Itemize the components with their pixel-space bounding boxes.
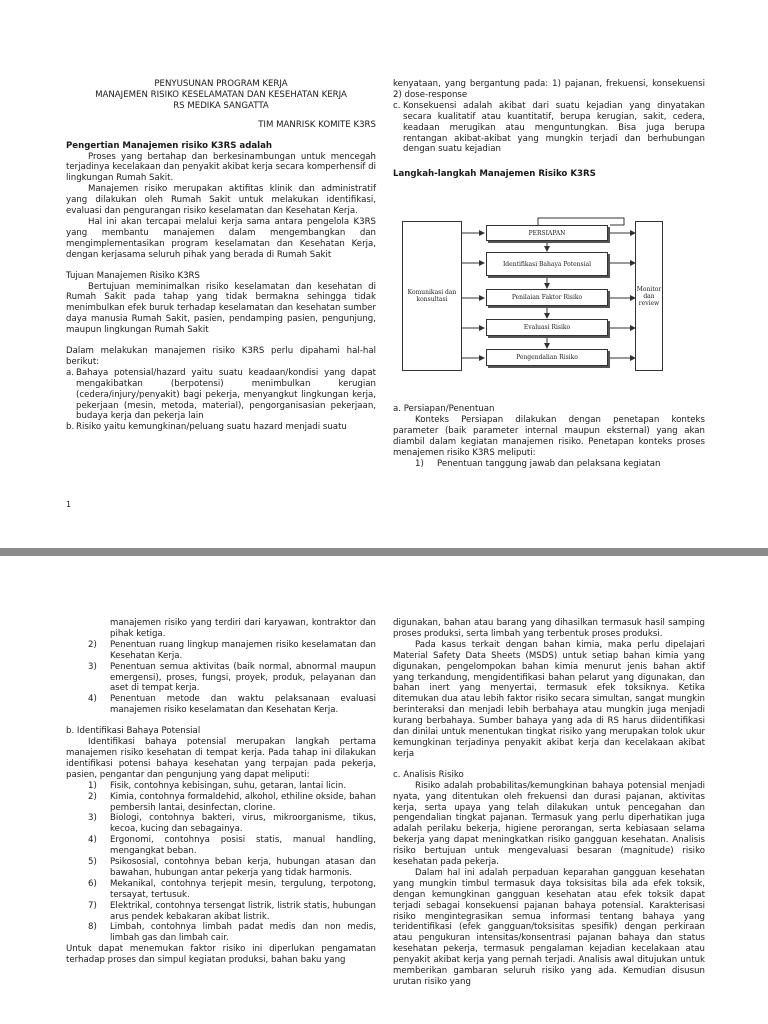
paragraph: Dalam hal ini adalah perpaduan keparahan gangguan kesehatan yang mungkin timbul termasuk daya toksisitas bila ada efek toksik, dengan kemungkinan gangguan kesehatan atau efek toksik dapat terjadi sebagai konsekuensi pajanan bahaya potensial. Karakterisasi risiko mengintegrasikan semua informasi tentang bahaya yang teridentifikasi (efek gangguan/toksisitas spesifik) dengan perkiraan atau pengukuran intensitas/konsentrasi pajanan bahaya dan status kesehatan pekerja, termasuk pengalaman kejadian kecelakaan atau penyakit akibat kerja yang pernah terjadi. Analisis awal ditujukan untuk memberikan gambaran seluruh risiko yang ada. Kemudian disusun urutan risiko yang	[393, 867, 705, 987]
paragraph: Pada kasus terkait dengan bahan kimia, maka perlu dipelajari Material Safety Data Sheets (MSDS) untuk setiap bahan kimia yang digunakan, pengelompokan bahan kimia menurut jenis bahan aktif yang terkandung, mengidentifikasi bahan pelarut yang digunakan, dan bahan inert yang menyertai, termasuk efek toksiknya. Ketika ditemukan dua atau lebih faktor risiko secara simultan, sangat mungkin berinteraksi dan menjadi lebih berbahaya atau mungkin juga menjadi kurang berbahaya. Sumber bahaya yang ada di RS harus diidentifikasi dan dinilai untuk menentukan tingkat risiko yang merupakan tolok ukur kemungkinan terjadinya penyakit akibat kerja dan kecelakaan akibat kerja	[393, 639, 705, 759]
list-text: Kimia, contohnya formaldehid, alkohol, ethiline okside, bahan pembersih lantai, desinfectan, clorine.	[110, 791, 376, 813]
risk-management-diagram	[398, 217, 666, 379]
list-text: Penentuan metode dan waktu pelaksanaan evaluasi manajemen risiko keselamatan dan Kesehatan Kerja.	[110, 694, 376, 716]
section-heading-analisis: c. Analisis Risiko	[393, 769, 464, 780]
list-item	[66, 922, 376, 944]
list-text: Limbah, contohnya limbah padat medis dan non medis, limbah gas dan limbah cair.	[110, 922, 376, 944]
page1-right-column	[393, 79, 705, 180]
list-text: Ergonomi, contohnya posisi statis, manual handling, mengangkat beban.	[110, 835, 376, 857]
list-item	[66, 368, 376, 423]
paragraph: digunakan, bahan atau barang yang dihasilkan termasuk hasil samping proses produksi, serta limbah yang terbentuk proses produksi.	[393, 618, 705, 639]
list-number: 4)	[88, 835, 97, 846]
section-heading-langkah: Langkah-langkah Manajemen Risiko K3RS	[393, 169, 596, 180]
list-label: b.	[66, 422, 75, 433]
document-title	[66, 79, 376, 112]
step-box-penilaian	[486, 289, 608, 306]
list-item	[393, 459, 705, 470]
list-number: 8)	[88, 922, 97, 933]
step-label: Penilaian Faktor Risiko	[511, 294, 583, 301]
step-box-persiapan	[486, 225, 608, 241]
paragraph: Hal ini akan tercapai melalui kerja sama antara pengelola K3RS yang membantu manajemen dalam mengembangkan dan mengimplementasikan program keselamatan dan Kesehatan Kerja, dengan kerjasama seluruh pihak yang berada di Rumah Sakit	[66, 216, 376, 260]
paragraph: Risiko adalah probabilitas/kemungkinan bahaya potensial menjadi nyata, yang ditentukan oleh frekuensi dan durasi pajanan, aktivitas kerja, serta upaya yang telah dilakukan untuk pencegahan dan pengendalian tingkat pajanan. Termasuk yang perlu diperhatikan juga adalah perilaku bekerja, higiene perorangan, serta kebiasaan selama bekerja yang dapat meningkatkan risiko gangguan kesehatan. Analisis risiko bertujuan untuk mengevaluasi besaran (magnitude) risiko kesehatan pada pekerja.	[393, 780, 705, 868]
list-text: Bahaya potensial/hazard yaitu suatu keadaan/kondisi yang dapat mengakibatkan (berpotensi) menimbulkan kerugian (cedera/injury/penyakit) bagi pekerja, menyangkut lingkungan kerja, pekerjaan (mesin, metoda, material), pengorganisasian pekerjaan, budaya kerja dan pekerja lain	[76, 367, 376, 422]
step-label: Identifikasi Bahaya Potensial	[502, 260, 592, 268]
step-label: Pengendalian Risiko	[516, 354, 578, 361]
list-number: 2)	[88, 791, 97, 802]
list-item	[66, 901, 376, 923]
page1-left-column	[66, 79, 376, 433]
monitor-review-box	[635, 221, 663, 371]
list-item	[66, 422, 376, 433]
list-label: a.	[66, 367, 74, 378]
list-item	[66, 879, 376, 901]
page2-left-column	[66, 618, 376, 966]
step-box-pengendalian	[486, 349, 608, 366]
list-text: Penentuan tanggung jawab dan pelaksana kegiatan	[437, 458, 661, 469]
list-item	[66, 792, 376, 814]
list-text: Penentuan ruang lingkup manajemen risiko keselamatan dan Kesehatan Kerja.	[110, 639, 376, 661]
paragraph: Bertujuan meminimalkan risiko keselamatan dan kesehatan di Rumah Sakit pada tahap yang tidak bermakna sehingga tidak menimbulkan efek buruk terhadap keselamatan dan kesehatan sumber daya manusia Rumah Sakit, pasien, pendamping pasien, pengunjung, maupun lingkungan Rumah Sakit	[66, 281, 376, 336]
list-item	[66, 781, 376, 792]
section-heading-identifikasi: b. Identifikasi Bahaya Potensial	[66, 726, 201, 737]
list-item	[66, 857, 376, 879]
page1-right-column-bottom	[393, 404, 705, 469]
list-item	[66, 640, 376, 662]
list-text: Fisik, contohnya kebisingan, suhu, getaran, lantai licin.	[110, 780, 347, 791]
paragraph: Proses yang bertahap dan berkesinambungan untuk mencegah terjadinya kecelakaan dan penyakit akibat kerja secara komperhensif di lingkungan Rumah Sakit.	[66, 151, 376, 184]
list-number: 3)	[88, 661, 97, 672]
team-name: TIM MANRISK KOMITE K3RS	[258, 119, 376, 130]
document-page-2	[0, 556, 768, 1024]
list-text: Mekanikal, contohnya terjepit mesin, tergulung, terpotong, tersayat, tertusuk.	[110, 878, 376, 900]
list-number: 1)	[88, 780, 97, 791]
section-heading-pengertian: Pengertian Manajemen risiko K3RS adalah	[66, 140, 273, 151]
list-text: Konsekuensi adalah akibat dari suatu kejadian yang dinyatakan secara kualitatif atau kuantitatif, berupa kerugian, sakit, cedera, keadaan merugikan atau menguntungkan. Bisa juga berupa rentangan akibat-akibat yang mungkin terjadi dan berhubungan dengan suatu kejadian	[403, 100, 705, 155]
list-text: Risiko yaitu kemungkinan/peluang suatu hazard menjadi suatu	[76, 422, 347, 433]
paragraph: Dalam melakukan manajemen risiko K3RS perlu dipahami hal-hal berikut:	[66, 346, 376, 367]
paragraph: kenyataan, yang bergantung pada: 1) pajanan, frekuensi, konsekuensi 2) dose-response	[393, 79, 705, 100]
paragraph: Identifikasi bahaya potensial merupakan langkah pertama manajemen risiko kesehatan di tempat kerja. Pada tahap ini dilakukan identifikasi potensi bahaya kesehatan yang terpajan pada pekerja, pasien, pengantar dan pengunjung yang dapat meliputi:	[66, 737, 376, 780]
list-number: 2)	[88, 639, 97, 650]
page2-right-column	[393, 618, 705, 988]
title-line: RS MEDIKA SANGATTA	[173, 100, 269, 111]
communication-box	[402, 221, 462, 371]
paragraph: Untuk dapat menemukan faktor risiko ini diperlukan pengamatan terhadap proses dan simpul kegiatan produksi, bahan baku yang	[66, 944, 376, 966]
paragraph: Konteks Persiapan dilakukan dengan penetapan konteks parameter (baik parameter internal maupun eksternal) yang akan diambil dalam kegiatan manajemen risiko. Penetapan konteks proses menajemen risiko K3RS meliputi:	[393, 414, 705, 458]
section-heading-tujuan: Tujuan Manajemen Risiko K3RS	[66, 270, 200, 281]
page-number: 1	[66, 500, 72, 509]
step-box-identifikasi	[486, 252, 608, 276]
list-number: 3)	[88, 813, 97, 824]
step-label: Evaluasi Risiko	[523, 324, 571, 331]
list-number: 7)	[88, 900, 97, 911]
section-heading-persiapan: a. Persiapan/Penentuan	[393, 404, 495, 414]
list-text: Penentuan semua aktivitas (baik normal, abnormal maupun emergensi), proses, fungsi, proyek, produk, pelayanan dan aset di tempat kerja.	[110, 661, 376, 694]
list-text: Biologi, contohnya bakteri, virus, mikroorganisme, tikus, kecoa, kucing dan sebagainya.	[110, 813, 376, 835]
list-label: c.	[393, 100, 401, 111]
list-number: 5)	[88, 857, 97, 868]
monitor-review-label: Monitor dan review	[636, 285, 662, 307]
step-label: PERSIAPAN	[528, 229, 566, 237]
list-text: Elektrikal, contohnya tersengat listrik, listrik statis, hubungan arus pendek kebakaran akibat listrik.	[110, 900, 376, 922]
list-item	[66, 835, 376, 857]
list-item	[66, 662, 376, 695]
list-text: Psikososial, contohnya beban kerja, hubungan atasan dan bawahan, hubungan antar pekerja yang tidak harmonis.	[110, 857, 376, 878]
title-line: PENYUSUNAN PROGRAM KERJA	[154, 79, 288, 89]
list-item	[66, 694, 376, 716]
paragraph: manajemen risiko yang terdiri dari karyawan, kontraktor dan pihak ketiga.	[110, 618, 376, 639]
paragraph: Manajemen risiko merupakan aktifitas klinik dan administratif yang dilakukan oleh Rumah Sakit untuk melakukan identifikasi, evaluasi dan pengurangan risiko keselamatan dan Kesehatan Kerja.	[66, 184, 376, 217]
communication-label: Komunikasi dan konsultasi	[407, 289, 457, 303]
title-line: MANAJEMEN RISIKO KESELAMATAN DAN KESEHATAN KERJA	[95, 89, 347, 100]
list-number: 4)	[88, 694, 97, 705]
list-item	[393, 101, 705, 156]
step-box-evaluasi	[486, 319, 608, 336]
list-item	[66, 813, 376, 835]
list-number: 1)	[415, 458, 424, 469]
list-number: 6)	[88, 878, 97, 889]
